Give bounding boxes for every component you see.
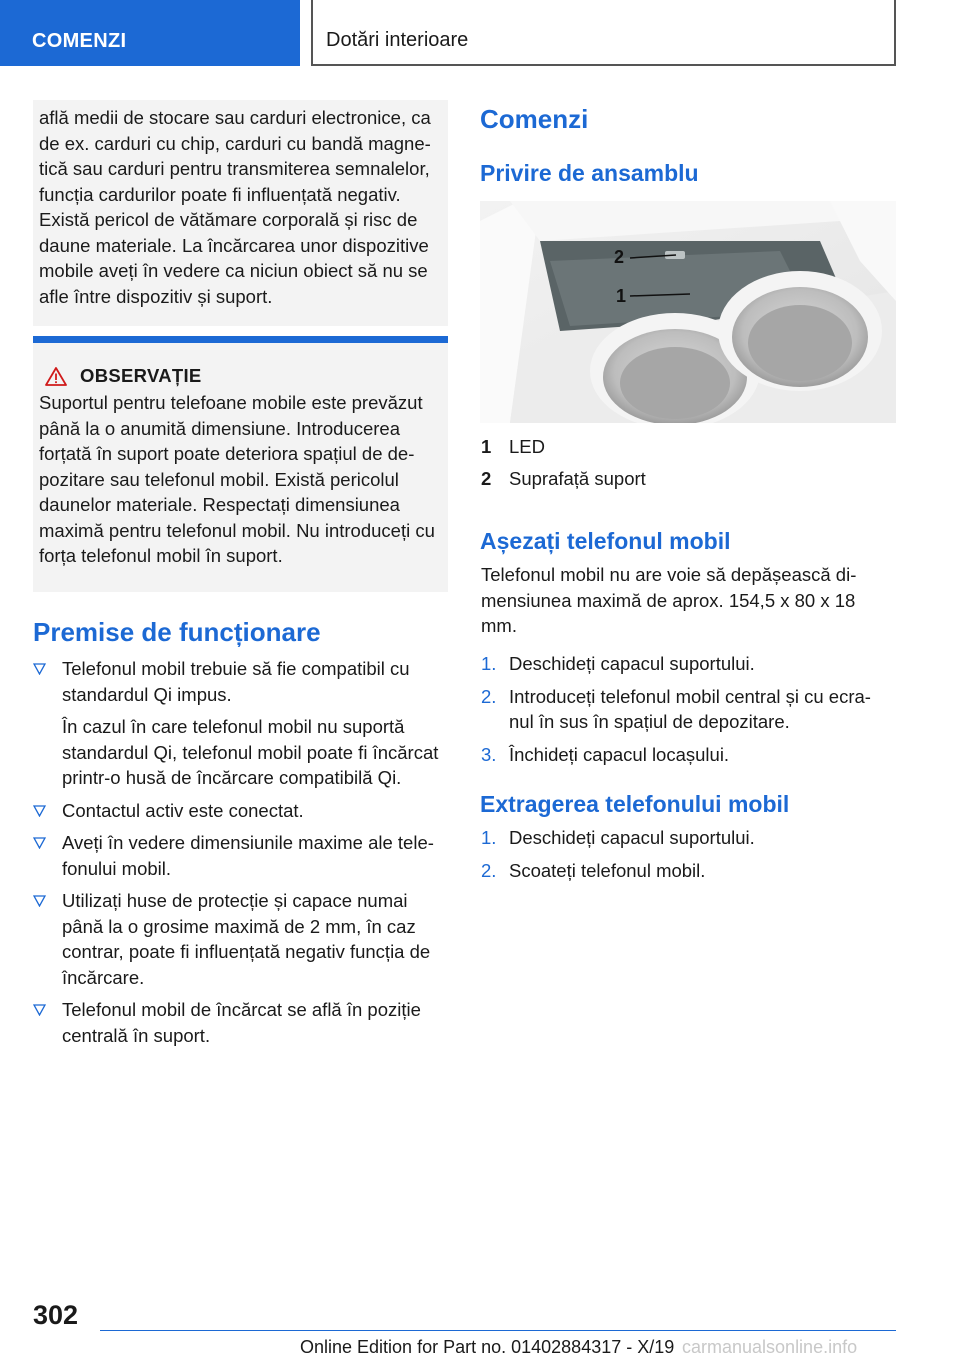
list-item [33,830,453,881]
step-text: Scoateți telefonul mobil. [509,859,706,881]
overview-heading: Privire de ansamblu [480,160,699,186]
triangle-bullet-icon [33,895,46,907]
triangle-bullet-icon [33,805,46,817]
remove-steps-list [481,825,891,890]
callout-2: 2 [614,247,625,267]
step-item [481,825,891,851]
warning-header [39,365,442,387]
step-item [481,684,891,735]
chapter-title: Dotări interioare [326,29,469,51]
phone-holder-illustration [480,201,896,423]
list-item-subtext: În cazul în care telefonul mobil nu suportă standardul Qi, telefonul mobil poate fi încărcat printr-o husă de încărcare compatibilă Qi. [62,716,439,788]
premise-heading: Premise de funcționare [33,617,321,647]
legend-item [481,434,881,460]
step-item [481,651,891,677]
warning-triangle-icon [45,367,67,386]
list-item-text: Telefonul mobil trebuie să fie compatibil cu standardul Qi impus. [62,658,410,705]
list-item [33,656,453,791]
premise-list [33,656,453,1055]
triangle-bullet-icon [33,1004,46,1016]
step-item [481,858,891,884]
comenzi-heading: Comenzi [480,104,589,134]
step-number: 2. [481,685,497,707]
warning-box [33,336,448,592]
legend-number: 2 [481,468,492,489]
note-continuation-box [33,100,448,326]
legend-number: 1 [481,436,492,457]
step-number: 2. [481,859,497,881]
page-number: 302 [33,1300,79,1330]
note-continuation-text: află medii de stocare sau carduri electronice, ca de ex. carduri cu chip, carduri cu bandă magne‐tică sau carduri pentru transmiterea semnalelor, funcția cardurilor poate fi influențată negativ. Există pericol de vătămare corporală și risc de daune materiale. La încărcarea unor dispozitive mobile aveți în vedere ca niciun obiect să nu se afle între dispozitiv și suport. [39,107,431,307]
step-text: Închideți capacul locașului. [509,743,730,765]
legend-label: LED [509,436,545,457]
phone-holder-photo [480,201,896,423]
callout-1: 1 [616,286,627,306]
triangle-bullet-icon [33,663,46,675]
step-text: Introduceți telefonul mobil central și cu ecra‐nul în sus în spațiul de depozitare. [509,685,871,732]
watermark: carmanualsonline.info [682,1337,858,1357]
footer-divider [100,1330,896,1331]
step-number: 1. [481,827,497,848]
step-text: Deschideți capacul suportului. [509,653,755,674]
warning-text: Suportul pentru telefoane mobile este prevăzut până la o anumită dimensiune. Introducerea forțată în suport poate deteriora spațiul de de‐pozitare sau telefonul mobil. Există pericolul daunelor materiale. Respectați dimensiunea maximă pentru telefonul mobil. Nu introduceți cu forța telefonul mobil în suport. [39,392,435,566]
step-text: Deschideți capacul suportului. [509,827,755,848]
list-item-text: Telefonul mobil de încărcat se află în poziție centrală în suport. [62,999,421,1046]
place-steps-list [481,651,891,774]
edition-text: Online Edition for Part no. 01402884317 - X/19 [300,1337,675,1357]
chapter-header [311,0,896,66]
list-item [33,997,453,1048]
place-phone-heading: Așezați telefonul mobil [480,528,731,554]
legend-label: Suprafață suport [509,468,646,489]
section-tab [0,0,300,66]
section-title: COMENZI [32,30,127,52]
list-item [33,888,453,990]
step-number: 3. [481,743,497,765]
remove-phone-heading: Extragerea telefonului mobil [480,791,790,817]
list-item-text: Aveți în vedere dimensiunile maxime ale tele‐fonului mobil. [62,832,434,879]
list-item-text: Utilizați huse de protecție și capace numai până la o grosime maximă de 2 mm, în caz contrar, poate fi influențată negativ funcția de încărcare. [62,890,431,988]
list-item [33,798,453,824]
list-item-text: Contactul activ este conectat. [62,799,304,821]
warning-title: OBSERVAȚIE [80,365,202,386]
legend-item [481,466,881,492]
place-phone-intro: Telefonul mobil nu are voie să depășească di‐mensiunea maximă de aprox. 154,5 x 80 x 18 mm. [481,564,857,636]
step-item [481,742,891,768]
triangle-bullet-icon [33,837,46,849]
step-number: 1. [481,653,497,674]
